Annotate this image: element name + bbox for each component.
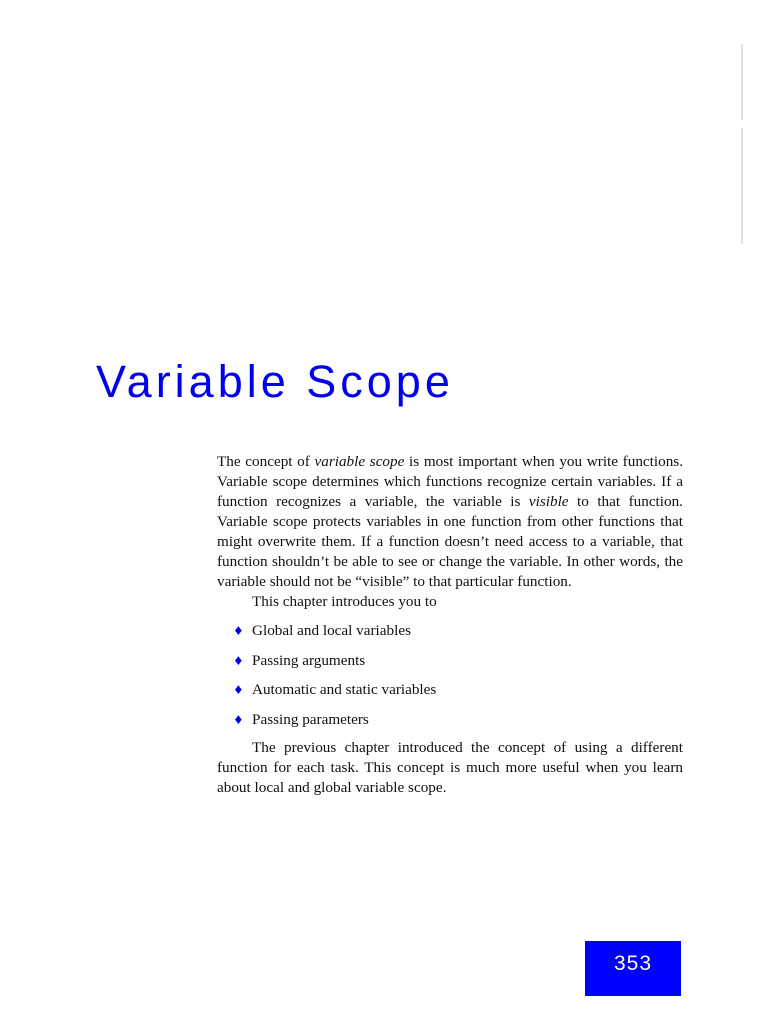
edge-rule-middle [741,128,743,244]
intro-text-2: is most important when you write functions. Variable scope determines which functions recognize certain variables. If a function recognizes a variable, the variable is [217,453,683,510]
diamond-bullet-icon: ♦ [233,624,244,638]
list-item-text: Passing parameters [252,710,369,728]
page-number: 353 [585,941,681,996]
intro-text-3: to that function. Variable scope protects variables in one function from other functions that might overwrite them. If a function doesn’t need access to a variable, that function shouldn’t be able to see or change the variable. In other words, the variable should not be “visible” to that particular function. [217,493,683,590]
intro-paragraph [217,452,683,592]
chapter-body [217,452,683,798]
list-item [217,680,683,700]
diamond-bullet-icon: ♦ [233,712,244,727]
term-variable-scope: variable scope [314,453,405,470]
list-item [217,710,683,730]
list-item [217,621,683,641]
chapter-title: Variable Scope [96,356,454,407]
list-item-text: Global and local variables [252,622,411,639]
list-item-text: Automatic and static variables [252,681,437,698]
list-item-text: Passing arguments [252,651,366,669]
intro-lead-sentence: This chapter introduces you to [252,593,437,610]
intro-text-1: The concept of [217,453,315,470]
diamond-bullet-icon: ♦ [233,653,244,668]
list-item [217,651,683,671]
term-visible: visible [528,493,569,510]
diamond-bullet-icon: ♦ [233,683,244,697]
edge-rule-top [741,44,743,120]
closing-paragraph: The previous chapter introduced the concept of using a different function for each task. This concept is much more useful when you learn about local and global variable scope. [217,739,683,796]
topic-list [217,621,683,730]
